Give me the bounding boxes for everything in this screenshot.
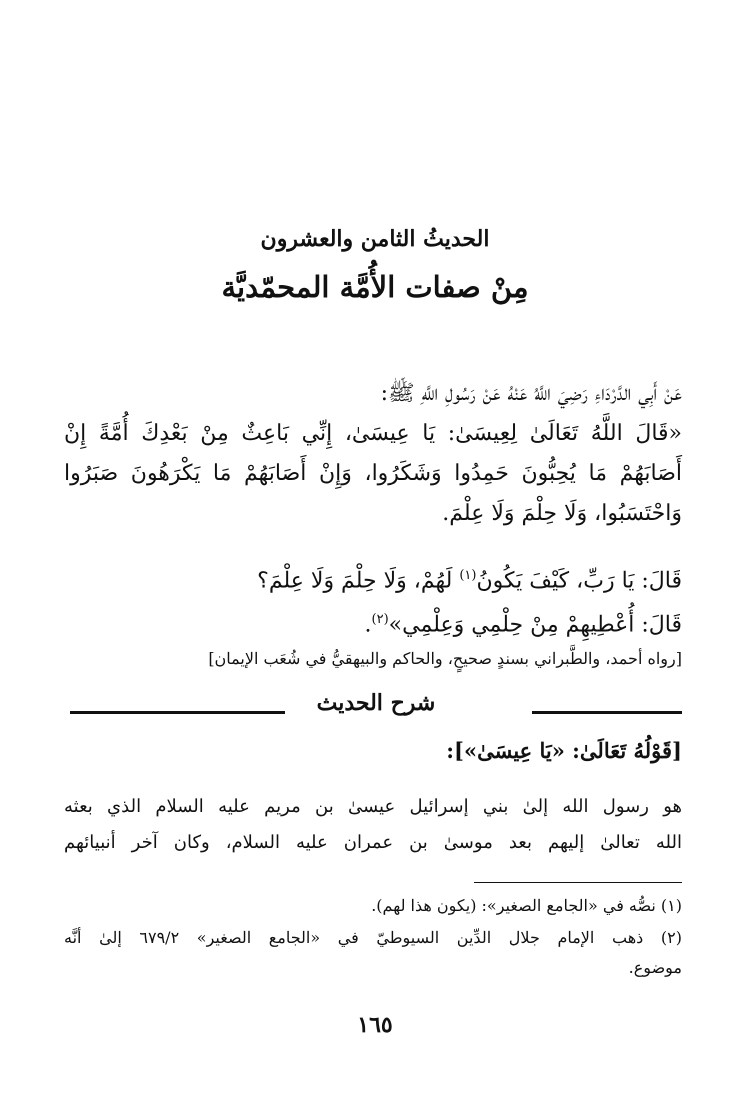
- chapter-title: مِنْ صفات الأُمَّة المحمّديَّة: [221, 270, 529, 304]
- hadith-line-1: «قَالَ اللَّهُ تَعَالَىٰ لِعِيسَىٰ: يَا عِيسَىٰ، إِنِّي بَاعِثٌ مِنْ بَعْدِكَ أُمَّةً إِنْ: [64, 421, 682, 446]
- footnote-2: (٢) ذهب الإمام جلال الدِّين السيوطيّ في «الجامع الصغير» ٦٧٩/٢ إلىٰ أنَّه: [64, 928, 682, 947]
- hadith-isnad: عَنْ أَبِي الدَّرْدَاءِ رَضِيَ اللَّهُ عَنْهُ عَنْ رَسُولِ اللَّهِ ﷺ:: [380, 381, 682, 406]
- section-rule-left: [70, 711, 285, 714]
- page-number: ١٦٥: [357, 1012, 393, 1038]
- chapter-subtitle: الحديثُ الثامن والعشرون: [260, 226, 490, 252]
- hadith-line-4-text-a: قَالَ: يَا رَبِّ، كَيْفَ يَكُونُ: [476, 568, 682, 594]
- sharh-line-1: هو رسول الله إلىٰ بني إسرائيل عيسىٰ بن مريم عليه السلام الذي بعثه: [64, 796, 682, 817]
- quote-title: [قَوْلُهُ تَعَالَىٰ: «يَا عِيسَىٰ»]:: [446, 738, 682, 763]
- footnote-1: (١) نصُّه في «الجامع الصغير»: (يكون هذا لهم).: [371, 896, 682, 915]
- hadith-source: [رواه أحمد، والطَّبراني بسندٍ صحيحٍ، والحاكم والبيهقيُّ في شُعَب الإيمان]: [208, 649, 682, 668]
- footnote-separator: [474, 882, 682, 883]
- footnote-2-continued: موضوع.: [628, 958, 682, 977]
- section-header: [70, 690, 682, 730]
- footnote-ref-2: (٢): [371, 612, 389, 627]
- footnote-ref-1: (١): [459, 568, 477, 583]
- hadith-line-2: أَصَابَهُمْ مَا يُحِبُّونَ حَمِدُوا وَشَكَرُوا، وَإِنْ أَصَابَهُمْ مَا يَكْرَهُونَ صَبَرُوا: [64, 461, 682, 486]
- hadith-line-3: وَاحْتَسَبُوا، وَلَا حِلْمَ وَلَا عِلْمَ.: [442, 501, 682, 526]
- sharh-line-2: الله تعالىٰ إليهم بعد موسىٰ بن عمران عليه السلام، وكان آخر أنبيائهم: [64, 832, 682, 853]
- hadith-line-4: [64, 556, 682, 601]
- hadith-line-4-text-b: لَهُمْ، وَلَا حِلْمَ وَلَا عِلْمَ؟: [257, 568, 460, 594]
- hadith-line-5: [64, 600, 682, 645]
- hadith-line-5-text-a: قَالَ: أُعْطِيهِمْ مِنْ حِلْمِي وَعِلْمِي»: [388, 612, 682, 638]
- hadith-line-5-text-b: .: [364, 612, 372, 638]
- section-title: شرح الحديث: [316, 690, 436, 716]
